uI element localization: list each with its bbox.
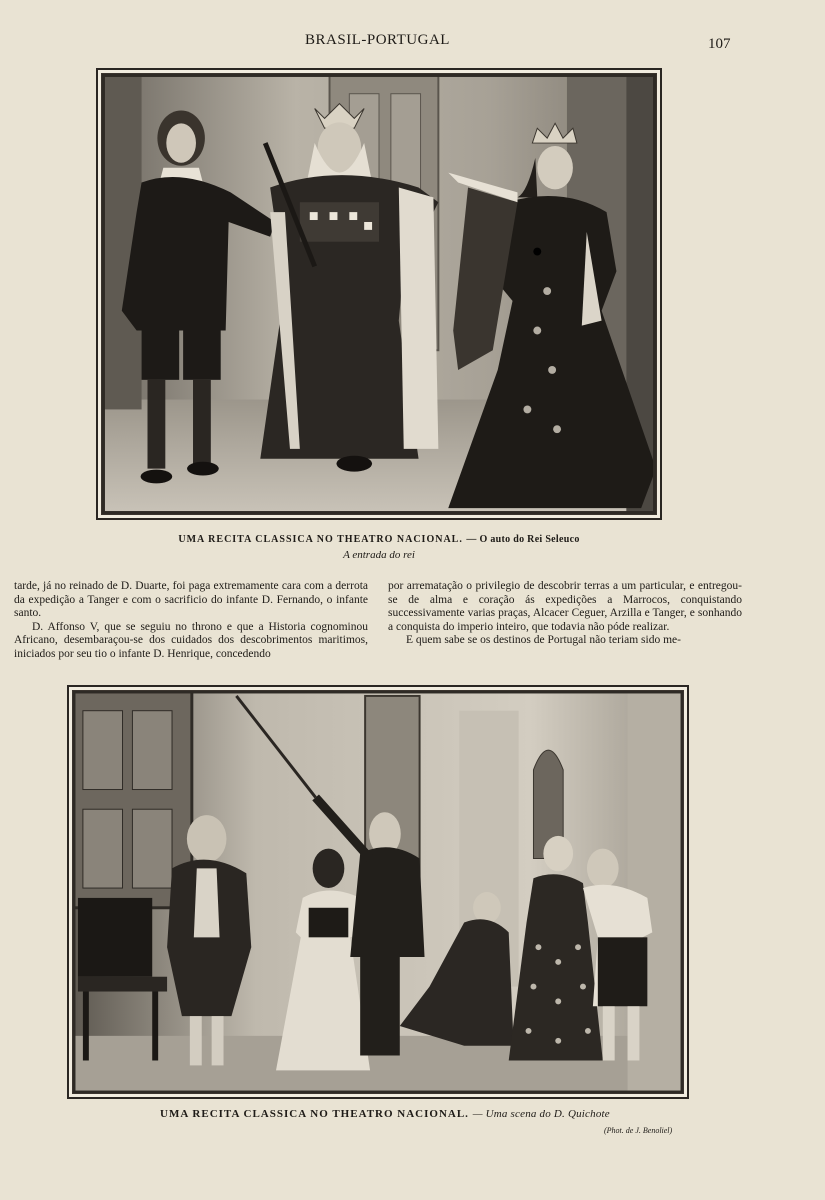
photo-credit: (Phot. de J. Benoliel) (604, 1126, 673, 1135)
photo1-caption-title: UMA RECITA CLASSICA NO THEATRO NACIONAL. (178, 534, 463, 545)
photo2-caption-title: UMA RECITA CLASSICA NO THEATRO NACIONAL. (160, 1108, 469, 1120)
photo-d-quichote (67, 685, 689, 1099)
page-number: 107 (708, 36, 731, 52)
article-column-left (14, 580, 368, 662)
photo1-caption-rest: — O auto do Rei Seleuco (466, 534, 580, 545)
header-title: BRASIL-PORTUGAL (305, 32, 450, 48)
article-paragraph: D. Affonso V, que se seguiu no throno e que a Historia cognominou Africano, desembaraçou-se dos cuidados dos descobrimentos maritimos, iniciados por seu tio o infante D. Henrique, concedendo (14, 620, 368, 660)
photo2-caption-rest: — Uma scena do D. Quichote (472, 1108, 610, 1120)
article-column-right (388, 580, 742, 648)
photo1-subcaption: A entrada do rei (343, 549, 415, 561)
photo1-caption (96, 534, 662, 545)
photo-rei-seleuco-image (102, 74, 656, 514)
photo2-caption (160, 1108, 610, 1120)
article-paragraph: por arrematação o privilegio de descobrir terras a um particular, e entregou-se de alma e coração ás expedições a Marrocos, conquistando successivamente varias praças, Alcacer Ceguer, Arzilla e Tanger, e sonhando a conquista do imperio inteiro, que todavia não póde realizar. (388, 580, 742, 633)
photo-d-quichote-image (73, 691, 683, 1093)
article-paragraph: E quem sabe se os destinos de Portugal não teriam sido me- (406, 634, 681, 647)
article-paragraph: tarde, já no reinado de D. Duarte, foi paga extremamente cara com a derrota da expedição a Tanger e com o sacrificio do infante D. Fernando, o infante santo. (14, 580, 368, 620)
photo-rei-seleuco (96, 68, 662, 520)
